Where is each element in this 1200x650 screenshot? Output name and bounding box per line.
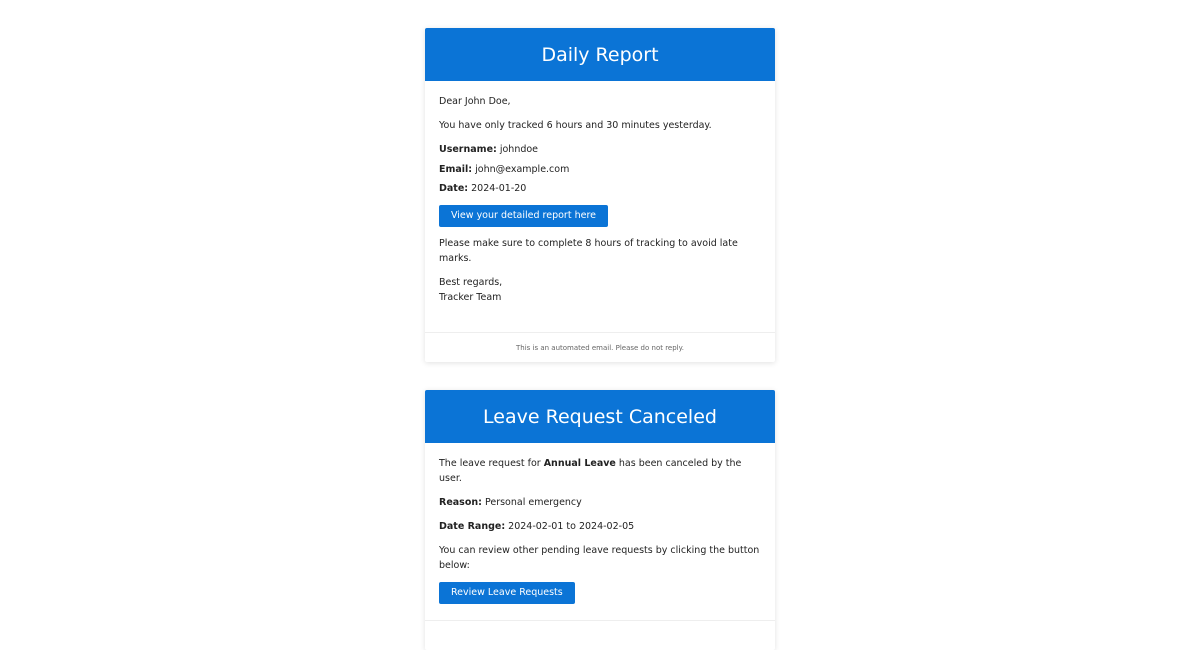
leave-request-header: [425, 390, 775, 443]
daily-report-title: Daily Report: [541, 43, 659, 66]
tracked-hours-message: You have only tracked 6 hours and 30 minutes yesterday.: [439, 120, 712, 131]
leave-request-title: Leave Request Canceled: [483, 405, 717, 428]
date-range-label: Date Range:: [439, 521, 506, 532]
review-instructions: You can review other pending leave requests by clicking the button below:: [439, 545, 760, 571]
date-label: Date:: [439, 183, 469, 194]
reason-row: [439, 495, 761, 510]
username-label: Username:: [439, 144, 497, 155]
leave-intro-prefix: The leave request for: [439, 458, 544, 469]
email-row: [439, 162, 761, 177]
review-leave-requests-button[interactable]: Review Leave Requests: [439, 582, 575, 604]
signoff-text: Best regards,: [439, 277, 503, 288]
date-value: 2024-01-20: [471, 183, 527, 194]
daily-report-email: [425, 28, 775, 362]
leave-request-body: [425, 443, 775, 613]
leave-request-footer: [425, 620, 775, 649]
greeting: Dear John Doe,: [439, 96, 511, 107]
tracking-reminder: Please make sure to complete 8 hours of tracking to avoid late marks.: [439, 238, 738, 264]
date-range-row: [439, 519, 761, 534]
leave-request-email: [425, 390, 775, 650]
view-report-button[interactable]: View your detailed report here: [439, 205, 608, 227]
daily-report-body: [425, 81, 775, 305]
username-value: johndoe: [499, 144, 539, 155]
leave-intro-suffix: has been canceled by the user.: [439, 458, 742, 484]
signoff: [439, 275, 761, 305]
reason-value: Personal emergency: [484, 497, 582, 508]
automated-email-footer: [425, 332, 775, 362]
leave-intro: [439, 456, 761, 486]
email-label: Email:: [439, 163, 473, 175]
date-row: [439, 181, 761, 196]
footer-text: This is an automated email. Please do not reply.: [515, 343, 684, 352]
date-range-value: 2024-02-01 to 2024-02-05: [508, 521, 635, 532]
username-row: [439, 142, 761, 157]
email-value: john@example.com: [475, 163, 570, 175]
team-name: Tracker Team: [439, 292, 502, 303]
leave-type: Annual Leave: [543, 458, 616, 469]
daily-report-header: [425, 28, 775, 81]
reason-label: Reason:: [439, 497, 482, 508]
